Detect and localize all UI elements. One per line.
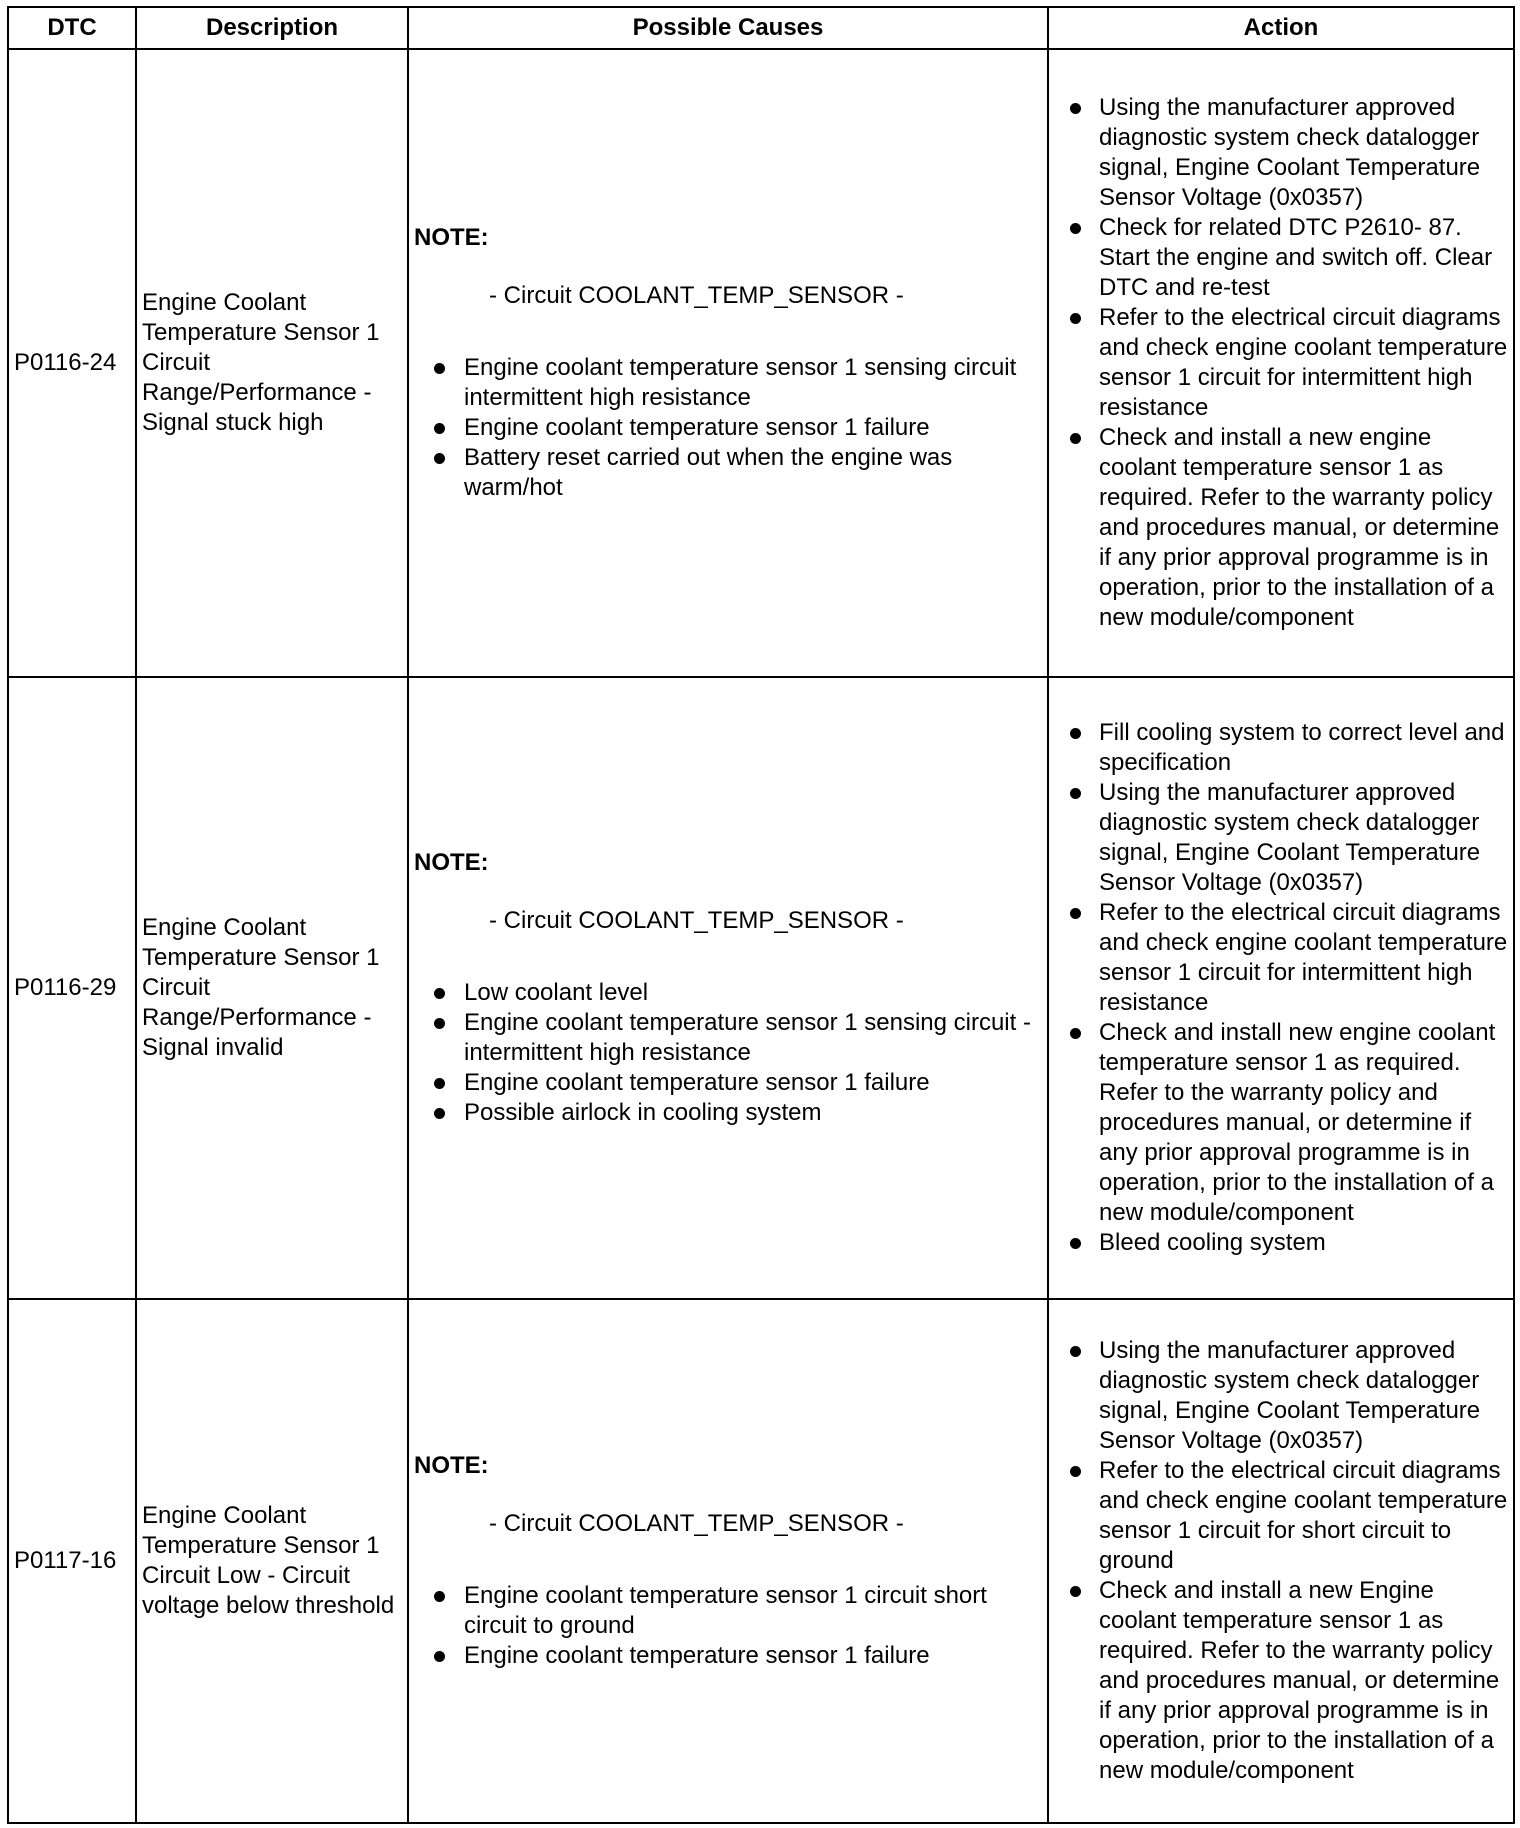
cause-item: Engine coolant temperature sensor 1 sensing circuit intermittent high resistance: [414, 353, 1042, 413]
dtc-code-cell: P0117-16: [8, 1299, 136, 1823]
description-cell: Engine Coolant Temperature Sensor 1 Circuit Range/Performance - Signal stuck high: [136, 49, 408, 677]
possible-causes-cell: [408, 1299, 1048, 1823]
table-body: [8, 49, 1514, 1823]
cause-item: Engine coolant temperature sensor 1 failure: [414, 413, 1042, 443]
actions-list: [1054, 1336, 1508, 1786]
action-item: Check and install a new Engine coolant temperature sensor 1 as required. Refer to the warranty policy and procedures manual, or determine if any prior approval programme is in operation, prior to the installation of a new module/component: [1054, 1576, 1508, 1786]
dtc-code-cell: P0116-29: [8, 677, 136, 1299]
header-description: Description: [136, 7, 408, 49]
causes-list: [414, 1581, 1042, 1671]
action-item: Using the manufacturer approved diagnostic system check datalogger signal, Engine Coolant Temperature Sensor Voltage (0x0357): [1054, 778, 1508, 898]
note-label: NOTE:: [414, 849, 489, 876]
action-cell: [1048, 1299, 1514, 1823]
description-cell: Engine Coolant Temperature Sensor 1 Circuit Range/Performance - Signal invalid: [136, 677, 408, 1299]
cause-item: Engine coolant temperature sensor 1 circuit short circuit to ground: [414, 1581, 1042, 1641]
header-dtc: DTC: [8, 7, 136, 49]
action-item: Fill cooling system to correct level and specification: [1054, 718, 1508, 778]
actions-list: [1054, 718, 1508, 1258]
actions-list: [1054, 93, 1508, 633]
action-cell: [1048, 49, 1514, 677]
causes-list: [414, 978, 1042, 1128]
table-header: [8, 7, 1514, 49]
circuit-name: - Circuit COOLANT_TEMP_SENSOR -: [489, 907, 904, 934]
possible-causes-cell: [408, 677, 1048, 1299]
action-item: Check and install a new engine coolant temperature sensor 1 as required. Refer to the warranty policy and procedures manual, or determine if any prior approval programme is in operation, prior to the installation of a new module/component: [1054, 423, 1508, 633]
note-label: NOTE:: [414, 224, 489, 251]
header-row: [8, 7, 1514, 49]
action-item: Using the manufacturer approved diagnostic system check datalogger signal, Engine Coolant Temperature Sensor Voltage (0x0357): [1054, 1336, 1508, 1456]
cause-item: Battery reset carried out when the engine was warm/hot: [414, 443, 1042, 503]
action-item: Bleed cooling system: [1054, 1228, 1508, 1258]
action-item: Refer to the electrical circuit diagrams and check engine coolant temperature sensor 1 circuit for short circuit to ground: [1054, 1456, 1508, 1576]
table-row: [8, 1299, 1514, 1823]
cause-item: Engine coolant temperature sensor 1 failure: [414, 1641, 1042, 1671]
circuit-name: - Circuit COOLANT_TEMP_SENSOR -: [489, 1510, 904, 1537]
dtc-table: [7, 6, 1515, 1824]
table-row: [8, 677, 1514, 1299]
action-cell: [1048, 677, 1514, 1299]
circuit-name: - Circuit COOLANT_TEMP_SENSOR -: [489, 282, 904, 309]
action-item: Check for related DTC P2610- 87. Start the engine and switch off. Clear DTC and re-test: [1054, 213, 1508, 303]
cause-item: Engine coolant temperature sensor 1 failure: [414, 1068, 1042, 1098]
description-cell: Engine Coolant Temperature Sensor 1 Circuit Low - Circuit voltage below threshold: [136, 1299, 408, 1823]
cause-item: Possible airlock in cooling system: [414, 1098, 1042, 1128]
table-row: [8, 49, 1514, 677]
note-label: NOTE:: [414, 1452, 489, 1479]
cause-item: Engine coolant temperature sensor 1 sensing circuit - intermittent high resistance: [414, 1008, 1042, 1068]
header-action: Action: [1048, 7, 1514, 49]
header-possible-causes: Possible Causes: [408, 7, 1048, 49]
causes-list: [414, 353, 1042, 503]
action-item: Refer to the electrical circuit diagrams and check engine coolant temperature sensor 1 circuit for intermittent high resistance: [1054, 303, 1508, 423]
action-item: Check and install new engine coolant temperature sensor 1 as required. Refer to the warranty policy and procedures manual, or determine if any prior approval programme is in operation, prior to the installation of a new module/component: [1054, 1018, 1508, 1228]
cause-item: Low coolant level: [414, 978, 1042, 1008]
action-item: Using the manufacturer approved diagnostic system check datalogger signal, Engine Coolant Temperature Sensor Voltage (0x0357): [1054, 93, 1508, 213]
dtc-code-cell: P0116-24: [8, 49, 136, 677]
possible-causes-cell: [408, 49, 1048, 677]
action-item: Refer to the electrical circuit diagrams and check engine coolant temperature sensor 1 circuit for intermittent high resistance: [1054, 898, 1508, 1018]
